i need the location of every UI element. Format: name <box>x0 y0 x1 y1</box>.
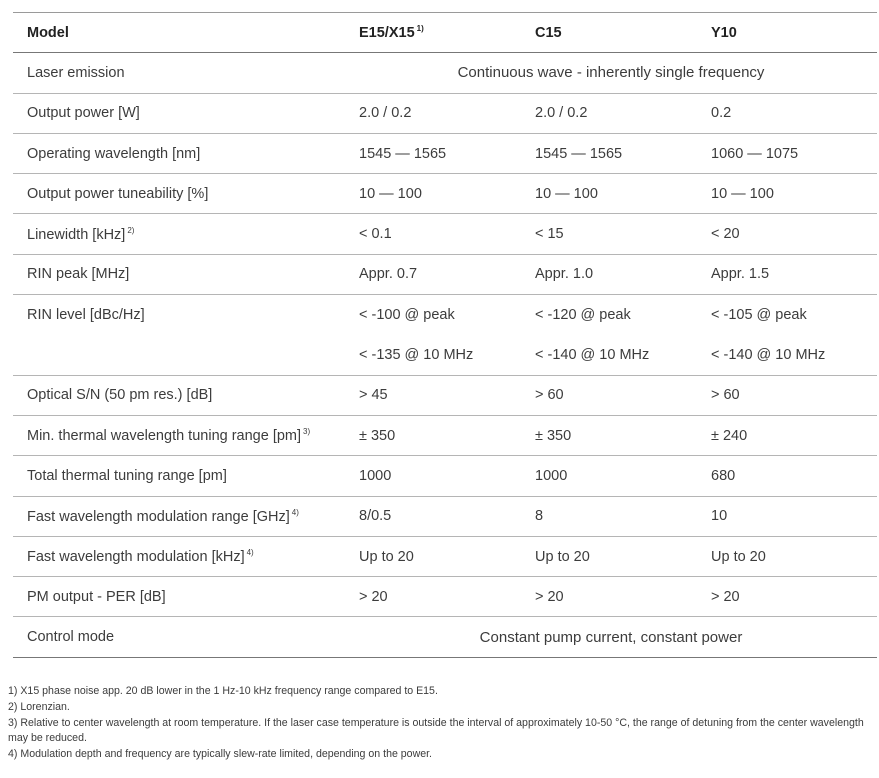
row-label: Control mode <box>13 617 345 657</box>
row-label <box>13 214 345 254</box>
specification-table <box>13 12 877 658</box>
row-label: RIN peak [MHz] <box>13 254 345 294</box>
row-label-text: Min. thermal wavelength tuning range [pm] <box>27 428 302 445</box>
cell-y10: ± 240 <box>697 415 877 455</box>
table-row <box>13 295 877 335</box>
cell-y10: < -105 @ peak <box>711 306 807 323</box>
cell-c15: 8 <box>521 496 697 536</box>
row-label: Total thermal tuning range [pm] <box>13 456 345 496</box>
row-label <box>13 536 345 576</box>
row-label: Optical S/N (50 pm res.) [dB] <box>13 375 345 415</box>
cell-e15-x15: > 20 <box>345 577 521 617</box>
table-row <box>13 254 877 294</box>
cell-y10: 680 <box>697 456 877 496</box>
cell-c15: 1545 — 1565 <box>521 133 697 173</box>
cell-c15: < -120 @ peak <box>535 306 631 323</box>
row-label-text: Fast wavelength modulation range [GHz] <box>27 508 290 525</box>
footnote-ref: 4) <box>291 507 299 517</box>
table-row <box>13 456 877 496</box>
cell-c15: 10 — 100 <box>521 174 697 214</box>
footnote: 3) Relative to center wavelength at room temperature. If the laser case temperature is outside the interval of approximately 10-50 °C, the range of detuning from the center wavelength may be reduced. <box>8 716 864 745</box>
cell-c15: < 15 <box>521 214 697 254</box>
cell-e15-x15: 8/0.5 <box>345 496 521 536</box>
cell-y10: > 60 <box>697 375 877 415</box>
row-label-text: Fast wavelength modulation [kHz] <box>27 549 245 565</box>
cell-e15-x15: > 45 <box>345 375 521 415</box>
table-row <box>13 53 877 93</box>
cell-c15: 2.0 / 0.2 <box>521 93 697 133</box>
table-row <box>13 174 877 214</box>
cell-y10: < -140 @ 10 MHz <box>697 335 877 375</box>
footnote-ref: 1) <box>416 24 424 34</box>
footnote: 1) X15 phase noise app. 20 dB lower in the 1 Hz-10 kHz frequency range compared to E15. <box>8 685 438 697</box>
cell-c15: > 20 <box>521 577 697 617</box>
table-row <box>13 93 877 133</box>
cell-y10: 0.2 <box>697 93 877 133</box>
cell-e15-x15: 1000 <box>345 456 521 496</box>
footnote-ref: 2) <box>127 225 135 235</box>
table-row <box>13 133 877 173</box>
cell-y10: > 20 <box>697 577 877 617</box>
cell-e15-x15: Up to 20 <box>345 536 521 576</box>
table-row <box>13 375 877 415</box>
table-header-row <box>13 13 877 53</box>
row-label-text: Linewidth [kHz] <box>27 226 126 243</box>
cell-e15-x15: ± 350 <box>345 415 521 455</box>
cell-c15: Appr. 1.0 <box>521 254 697 294</box>
cell-c15: < -140 @ 10 MHz <box>521 335 697 375</box>
row-span-value: Constant pump current, constant power <box>345 617 877 657</box>
row-label: Operating wavelength [nm] <box>13 133 345 173</box>
row-span-value: Continuous wave - inherently single frequency <box>345 53 877 93</box>
footnote: 4) Modulation depth and frequency are typically slew-rate limited, depending on the power. <box>8 748 433 761</box>
cell-y10: < 20 <box>697 214 877 254</box>
cell-e15-x15: Appr. 0.7 <box>345 254 521 294</box>
cell-y10: 1060 — 1075 <box>697 133 877 173</box>
table-row <box>13 415 877 455</box>
table-row <box>13 214 877 254</box>
table-row <box>13 335 877 375</box>
cell-c15: > 60 <box>521 375 697 415</box>
row-label: PM output - PER [dB] <box>13 577 345 617</box>
row-label <box>13 415 345 455</box>
row-label: Output power tuneability [%] <box>13 174 345 214</box>
cell-c15: Up to 20 <box>521 536 697 576</box>
footnotes <box>8 684 874 763</box>
cell-e15-x15: < -100 @ peak <box>359 306 455 323</box>
footnote-ref: 4) <box>246 548 254 557</box>
cell-y10: Up to 20 <box>697 536 877 576</box>
table-row <box>13 536 877 576</box>
row-label: Output power [W] <box>13 93 345 133</box>
header-model: Model <box>13 13 345 53</box>
row-label <box>13 496 345 536</box>
header-c15: C15 <box>521 13 697 53</box>
row-label: RIN level [dBc/Hz] <box>27 306 145 323</box>
table-row <box>13 617 877 657</box>
cell-c15: 1000 <box>521 456 697 496</box>
row-label <box>13 335 345 375</box>
footnote-ref: 3) <box>303 427 311 437</box>
row-label: Laser emission <box>13 53 345 93</box>
cell-c15: ± 350 <box>521 415 697 455</box>
header-e15-x15 <box>345 13 521 53</box>
header-y10: Y10 <box>697 13 877 53</box>
cell-e15-x15: < -135 @ 10 MHz <box>345 335 521 375</box>
cell-e15-x15: 1545 — 1565 <box>345 133 521 173</box>
cell-y10: Appr. 1.5 <box>697 254 877 294</box>
cell-e15-x15: < 0.1 <box>345 214 521 254</box>
header-e15-x15-label: E15/X15 <box>359 25 415 42</box>
table-row <box>13 577 877 617</box>
cell-y10: 10 <box>697 496 877 536</box>
cell-e15-x15: 2.0 / 0.2 <box>345 93 521 133</box>
footnote: 2) Lorenzian. <box>8 700 70 713</box>
cell-e15-x15: 10 — 100 <box>345 174 521 214</box>
table-row <box>13 496 877 536</box>
cell-y10: 10 — 100 <box>697 174 877 214</box>
